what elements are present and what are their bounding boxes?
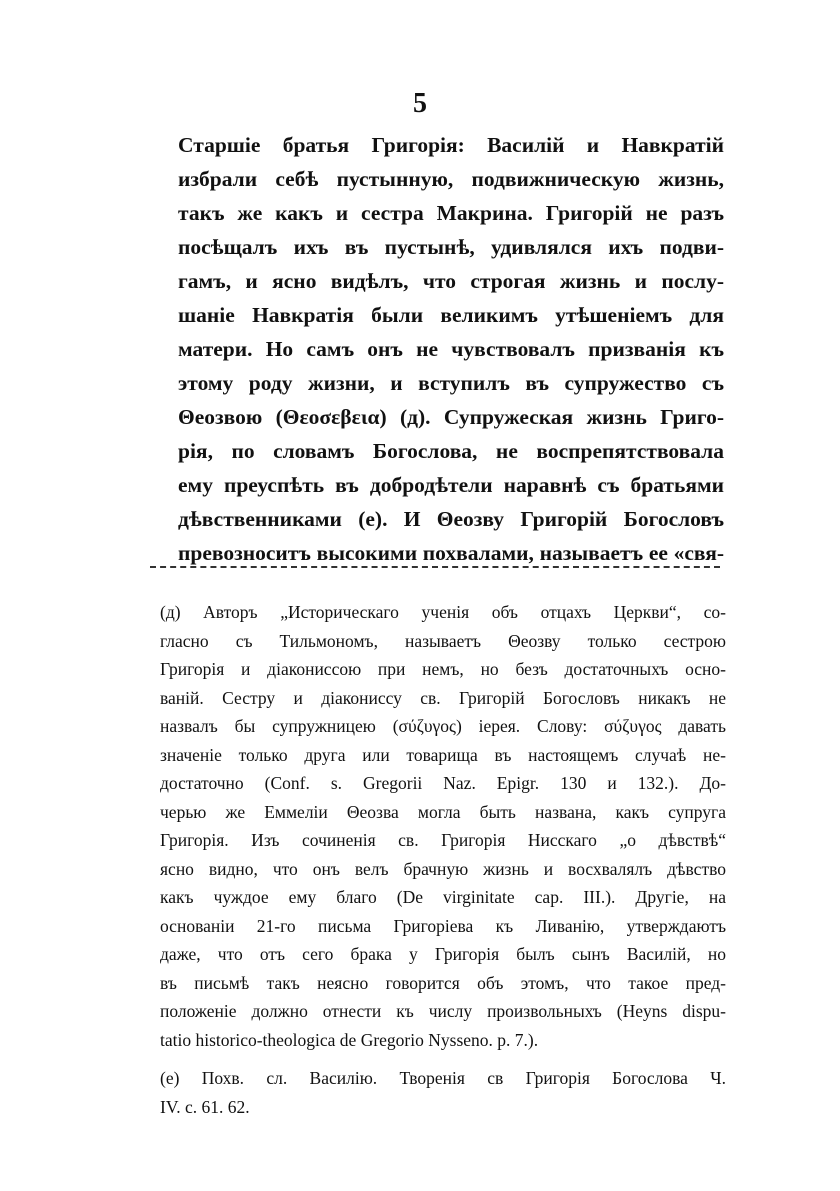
footnote-e bbox=[160, 1064, 726, 1121]
footnote-line: tatio historico-theologica de Gregorio Nysseno. p. 7.). bbox=[160, 1029, 539, 1050]
footnote-d bbox=[160, 598, 726, 1054]
footnote-line: (д) Авторъ „Историческаго ученія объ отцахъ Церкви“, со- bbox=[160, 602, 726, 622]
footnote-line: достаточно (Conf. s. Gregorii Naz. Epigr. 130 и 132.). До- bbox=[160, 773, 726, 793]
footnote-line: (е) Похв. сл. Василію. Творенія св Григорія Богослова Ч. bbox=[160, 1068, 726, 1088]
main-line: рія, по словамъ Богослова, не воспрепятствовала bbox=[178, 439, 724, 463]
main-paragraph bbox=[178, 128, 724, 570]
main-line: Θеозвою (Θεοσεβεια) (д). Супружеская жизнь Григо- bbox=[178, 405, 724, 429]
main-line: гамъ, и ясно видѣлъ, что строгая жизнь и послу- bbox=[178, 269, 724, 293]
main-line: Старшіе братья Григорія: Василій и Навкратій bbox=[178, 133, 724, 157]
footnote-line: Григорія и діакониссою при немъ, но безъ достаточныхъ осно- bbox=[160, 659, 726, 679]
footnote-line: Григорія. Изъ сочиненія св. Григорія Нисскаго „о дѣвствѣ“ bbox=[160, 830, 726, 850]
footnote-line: положеніе должно отнести къ числу произвольныхъ (Heyns dispu- bbox=[160, 1001, 726, 1021]
main-line: дѣвственниками (е). И Θеозву Григорій Богословъ bbox=[178, 507, 724, 531]
main-line: превозноситъ высокими похвалами, называетъ ее «свя- bbox=[178, 541, 724, 565]
main-line: посѣщалъ ихъ въ пустынѣ, удивлялся ихъ подви- bbox=[178, 235, 724, 259]
footnote-line: значеніе только друга или товарища въ настоящемъ случаѣ не- bbox=[160, 744, 726, 765]
footnote-line: основаніи 21-го письма Григоріева къ Ливанію, утверждаютъ bbox=[160, 915, 726, 936]
page-number: 5 bbox=[413, 88, 427, 119]
footnote-line: черью же Еммеліи Θеозва могла быть названа, какъ супруга bbox=[160, 801, 726, 822]
main-line: ему преуспѣть въ добродѣтели наравнѣ съ братьями bbox=[178, 473, 724, 497]
footnote-line: назвалъ бы супружницею (σύζυγος) іерея. Слову: σύζυγος давать bbox=[160, 716, 726, 736]
footnote-line: какъ чуждое ему благо (De virginitate cap. III.). Другіе, на bbox=[160, 887, 726, 907]
main-line: шаніе Навкратія были великимъ утѣшеніемъ для bbox=[178, 303, 724, 327]
main-line: матери. Но самъ онъ не чувствовалъ призванія къ bbox=[178, 337, 724, 361]
footnote-separator bbox=[150, 566, 720, 568]
main-line: такъ же какъ и сестра Макрина. Григорій не разъ bbox=[178, 201, 724, 225]
footnotes bbox=[160, 598, 726, 1121]
footnote-line: въ письмѣ такъ неясно говорится объ этомъ, что такое пред- bbox=[160, 972, 726, 993]
main-line: этому роду жизни, и вступилъ въ супружество съ bbox=[178, 371, 724, 395]
footnote-line: IV. с. 61. 62. bbox=[160, 1096, 250, 1117]
footnote-line: гласно съ Тильмономъ, называетъ Θеозву только сестрою bbox=[160, 630, 726, 651]
footnote-line: даже, что отъ сего брака у Григорія былъ сынъ Василій, но bbox=[160, 944, 726, 964]
footnote-line: ясно видно, что онъ велъ брачную жизнь и восхвалялъ дѣвство bbox=[160, 858, 726, 879]
footnote-line: ваній. Сестру и діакониссу св. Григорій Богословъ никакъ не bbox=[160, 687, 726, 708]
main-line: избрали себѣ пустынную, подвижническую жизнь, bbox=[178, 167, 724, 191]
